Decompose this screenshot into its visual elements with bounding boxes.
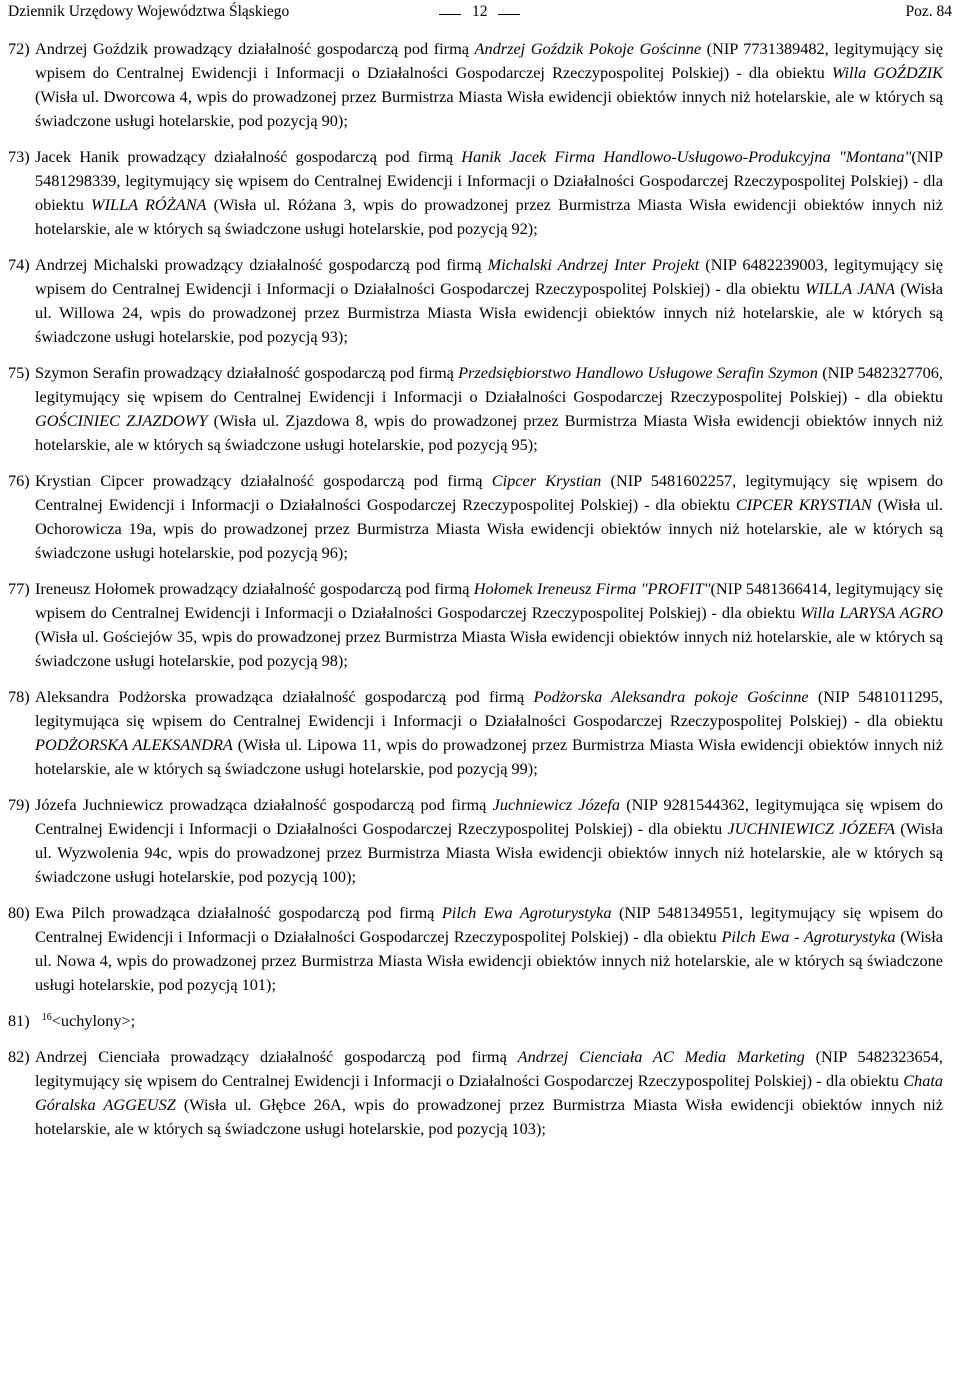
object-name: CIPCER KRYSTIAN	[735, 495, 872, 514]
item-text: (Wisła ul. Lipowa 11, wpis do prowadzonej przez Burmistrza Miasta Wisła ewidencji obiektów innych niż hotelarskie, ale w których są świadczone usługi hotelarskie, pod pozycją 99);	[35, 735, 944, 778]
page-header	[8, 3, 952, 25]
firm-name: Hołomek Ireneusz Firma "PROFIT"	[473, 579, 711, 598]
item-text: (Wisła ul. Dworcowa 4, wpis do prowadzonej przez Burmistrza Miasta Wisła ewidencji obiektów innych niż hotelarskie, ale w których są świadczone usługi hotelarskie, pod pozycją 90);	[35, 87, 943, 130]
document-body	[8, 37, 943, 1153]
item-text: (NIP 5481349551, legitymujący się wpisem do Centralnej Ewidencji i Informacji o Działalności Gospodarczej Rzeczypospolitej Polskiej) - dla obiektu	[35, 903, 943, 946]
position-number: Poz. 84	[905, 3, 952, 20]
page-number: 12	[472, 3, 488, 20]
list-item	[8, 145, 943, 241]
item-number: 76)	[8, 471, 30, 490]
item-text: (NIP 5482323654, legitymujący się wpisem do Centralnej Ewidencji i Informacji o Działalności Gospodarczej Rzeczypospolitej Polskiej) - dla obiektu	[35, 1047, 943, 1090]
item-text: <uchylony>;	[51, 1011, 136, 1030]
item-number: 75)	[8, 363, 30, 382]
list-item	[8, 37, 943, 133]
list-item	[8, 253, 943, 349]
item-text: Józefa Juchniewicz prowadząca działalność gospodarczą pod firmą	[35, 795, 493, 814]
item-number: 81)	[8, 1011, 30, 1030]
item-text: (NIP 7731389482, legitymujący się wpisem do Centralnej Ewidencji i Informacji o Działalności Gospodarczej Rzeczypospolitej Polskiej) - dla obiektu	[35, 39, 943, 82]
item-number: 77)	[8, 579, 30, 598]
list-item	[8, 361, 943, 457]
object-name: Willa LARYSA AGRO	[800, 603, 944, 622]
item-text: (NIP 5481602257, legitymujący się wpisem do Centralnej Ewidencji i Informacji o Działalności Gospodarczej Rzeczypospolitej Polskiej) - dla obiektu	[35, 471, 944, 514]
firm-name: Michalski Andrzej Inter Projekt	[487, 255, 700, 274]
header-dash-left	[439, 14, 461, 15]
item-number: 78)	[8, 687, 30, 706]
item-text: (NIP 5481298339, legitymujący się wpisem do Centralnej Ewidencji i Informacji o Działalności Gospodarczej Rzeczypospolitej Polskiej) - dla obiektu	[35, 147, 943, 214]
object-name: WILLA JANA	[805, 279, 896, 298]
object-name: WILLA RÓŻANA	[91, 195, 207, 214]
firm-name: Hanik Jacek Firma Handlowo-Usługowo-Produkcyjna "Montana"	[461, 147, 912, 166]
item-text: (Wisła ul. Ochorowicza 19a, wpis do prowadzonej przez Burmistrza Miasta Wisła ewidencji obiektów innych niż hotelarskie, ale w których są świadczone usługi hotelarskie, pod pozycją 96);	[35, 495, 943, 562]
firm-name: Podżorska Aleksandra pokoje Gościnne	[533, 687, 809, 706]
item-text: Krystian Cipcer prowadzący działalność gospodarczą pod firmą	[35, 471, 492, 490]
object-name: JUCHNIEWICZ JÓZEFA	[727, 819, 896, 838]
item-number: 72)	[8, 39, 30, 58]
object-name: Pilch Ewa - Agroturystyka	[721, 927, 896, 946]
firm-name: Przedsiębiorstwo Handlowo Usługowe Serafin Szymon	[458, 363, 818, 382]
object-name: PODŻORSKA ALEKSANDRA	[35, 735, 233, 754]
item-text: (Wisła ul. Różana 3, wpis do prowadzonej przez Burmistrza Miasta Wisła ewidencji obiektów innych niż hotelarskie, ale w których są świadczone usługi hotelarskie, pod pozycją 92);	[35, 195, 944, 238]
object-name: GOŚCINIEC ZJAZDOWY	[35, 411, 208, 430]
item-text: (Wisła ul. Willowa 24, wpis do prowadzonej przez Burmistrza Miasta Wisła ewidencji obiektów innych niż hotelarskie, ale w których są świadczone usługi hotelarskie, pod pozycją 93);	[35, 279, 944, 346]
firm-name: Pilch Ewa Agroturystyka	[441, 903, 612, 922]
firm-name: Juchniewicz Józefa	[492, 795, 621, 814]
item-text: (NIP 5481011295, legitymująca się wpisem do Centralnej Ewidencji i Informacji o Działalności Gospodarczej Rzeczypospolitej Polskiej) - dla obiektu	[35, 687, 943, 730]
item-text: Andrzej Cienciała prowadzący działalność gospodarczą pod firmą	[35, 1047, 518, 1066]
item-text: (Wisła ul. Zjazdowa 8, wpis do prowadzonej przez Burmistrza Miasta Wisła ewidencji obiektów innych niż hotelarskie, ale w których są świadczone usługi hotelarskie, pod pozycją 95);	[35, 411, 943, 454]
item-number: 82)	[8, 1047, 30, 1066]
list-item	[8, 901, 943, 997]
list-item	[8, 793, 943, 889]
item-text: (NIP 6482239003, legitymujący się wpisem do Centralnej Ewidencji i Informacji o Działalności Gospodarczej Rzeczypospolitej Polskiej) - dla obiektu	[35, 255, 943, 298]
item-text: (NIP 5482327706, legitymujący się wpisem do Centralnej Ewidencji i Informacji o Działalności Gospodarczej Rzeczypospolitej Polskiej) - dla obiektu	[35, 363, 943, 406]
item-number: 73)	[8, 147, 30, 166]
item-text: Andrzej Michalski prowadzący działalność gospodarczą pod firmą	[35, 255, 488, 274]
journal-title: Dziennik Urzędowy Województwa Śląskiego	[8, 3, 290, 20]
list-item	[8, 1045, 943, 1141]
list-item-repealed	[8, 1009, 943, 1033]
firm-name: Cipcer Krystian	[491, 471, 602, 490]
list-item	[8, 685, 943, 781]
item-text: (NIP 9281544362, legitymująca się wpisem do Centralnej Ewidencji i Informacji o Działalności Gospodarczej Rzeczypospolitej Polskiej) - dla obiektu	[35, 795, 943, 838]
item-text: Andrzej Goździk prowadzący działalność gospodarczą pod firmą	[35, 39, 475, 58]
object-name: Willa GOŹDZIK	[831, 63, 944, 82]
firm-name: Andrzej Cienciała AC Media Marketing	[517, 1047, 805, 1066]
item-text: Ewa Pilch prowadząca działalność gospodarczą pod firmą	[35, 903, 442, 922]
item-text: Ireneusz Hołomek prowadzący działalność gospodarczą pod firmą	[35, 579, 474, 598]
item-text: Aleksandra Podżorska prowadząca działalność gospodarczą pod firmą	[35, 687, 534, 706]
header-dash-right	[498, 14, 520, 15]
item-number: 74)	[8, 255, 30, 274]
footnote-ref: 16	[41, 1012, 52, 1023]
list-item	[8, 469, 943, 565]
item-text: Szymon Serafin prowadzący działalność gospodarczą pod firmą	[35, 363, 459, 382]
item-text: (Wisła ul. Głębce 26A, wpis do prowadzonej przez Burmistrza Miasta Wisła ewidencji obiektów innych niż hotelarskie, ale w których są świadczone usługi hotelarskie, pod pozycją 103);	[35, 1095, 943, 1138]
item-text: (NIP 5481366414, legitymujący się wpisem do Centralnej Ewidencji i Informacji o Działalności Gospodarczej Rzeczypospolitej Polskiej) - dla obiektu	[35, 579, 943, 622]
firm-name: Andrzej Goździk Pokoje Gościnne	[474, 39, 702, 58]
list-item	[8, 577, 943, 673]
item-text: (Wisła ul. Gościejów 35, wpis do prowadzonej przez Burmistrza Miasta Wisła ewidencji obiektów innych niż hotelarskie, ale w których są świadczone usługi hotelarskie, pod pozycją 98);	[35, 627, 943, 670]
item-text: (Wisła ul. Wyzwolenia 94c, wpis do prowadzonej przez Burmistrza Miasta Wisła ewidencji obiektów innych niż hotelarskie, ale w których są świadczone usługi hotelarskie, pod pozycją 100);	[35, 819, 943, 886]
object-name: Chata Góralska AGGEUSZ	[35, 1071, 943, 1114]
item-number: 79)	[8, 795, 30, 814]
item-number: 80)	[8, 903, 30, 922]
item-text: (Wisła ul. Nowa 4, wpis do prowadzonej przez Burmistrza Miasta Wisła ewidencji obiektów innych niż hotelarskie, ale w których są świadczone usługi hotelarskie, pod pozycją 101);	[35, 927, 943, 994]
item-text: Jacek Hanik prowadzący działalność gospodarczą pod firmą	[35, 147, 462, 166]
